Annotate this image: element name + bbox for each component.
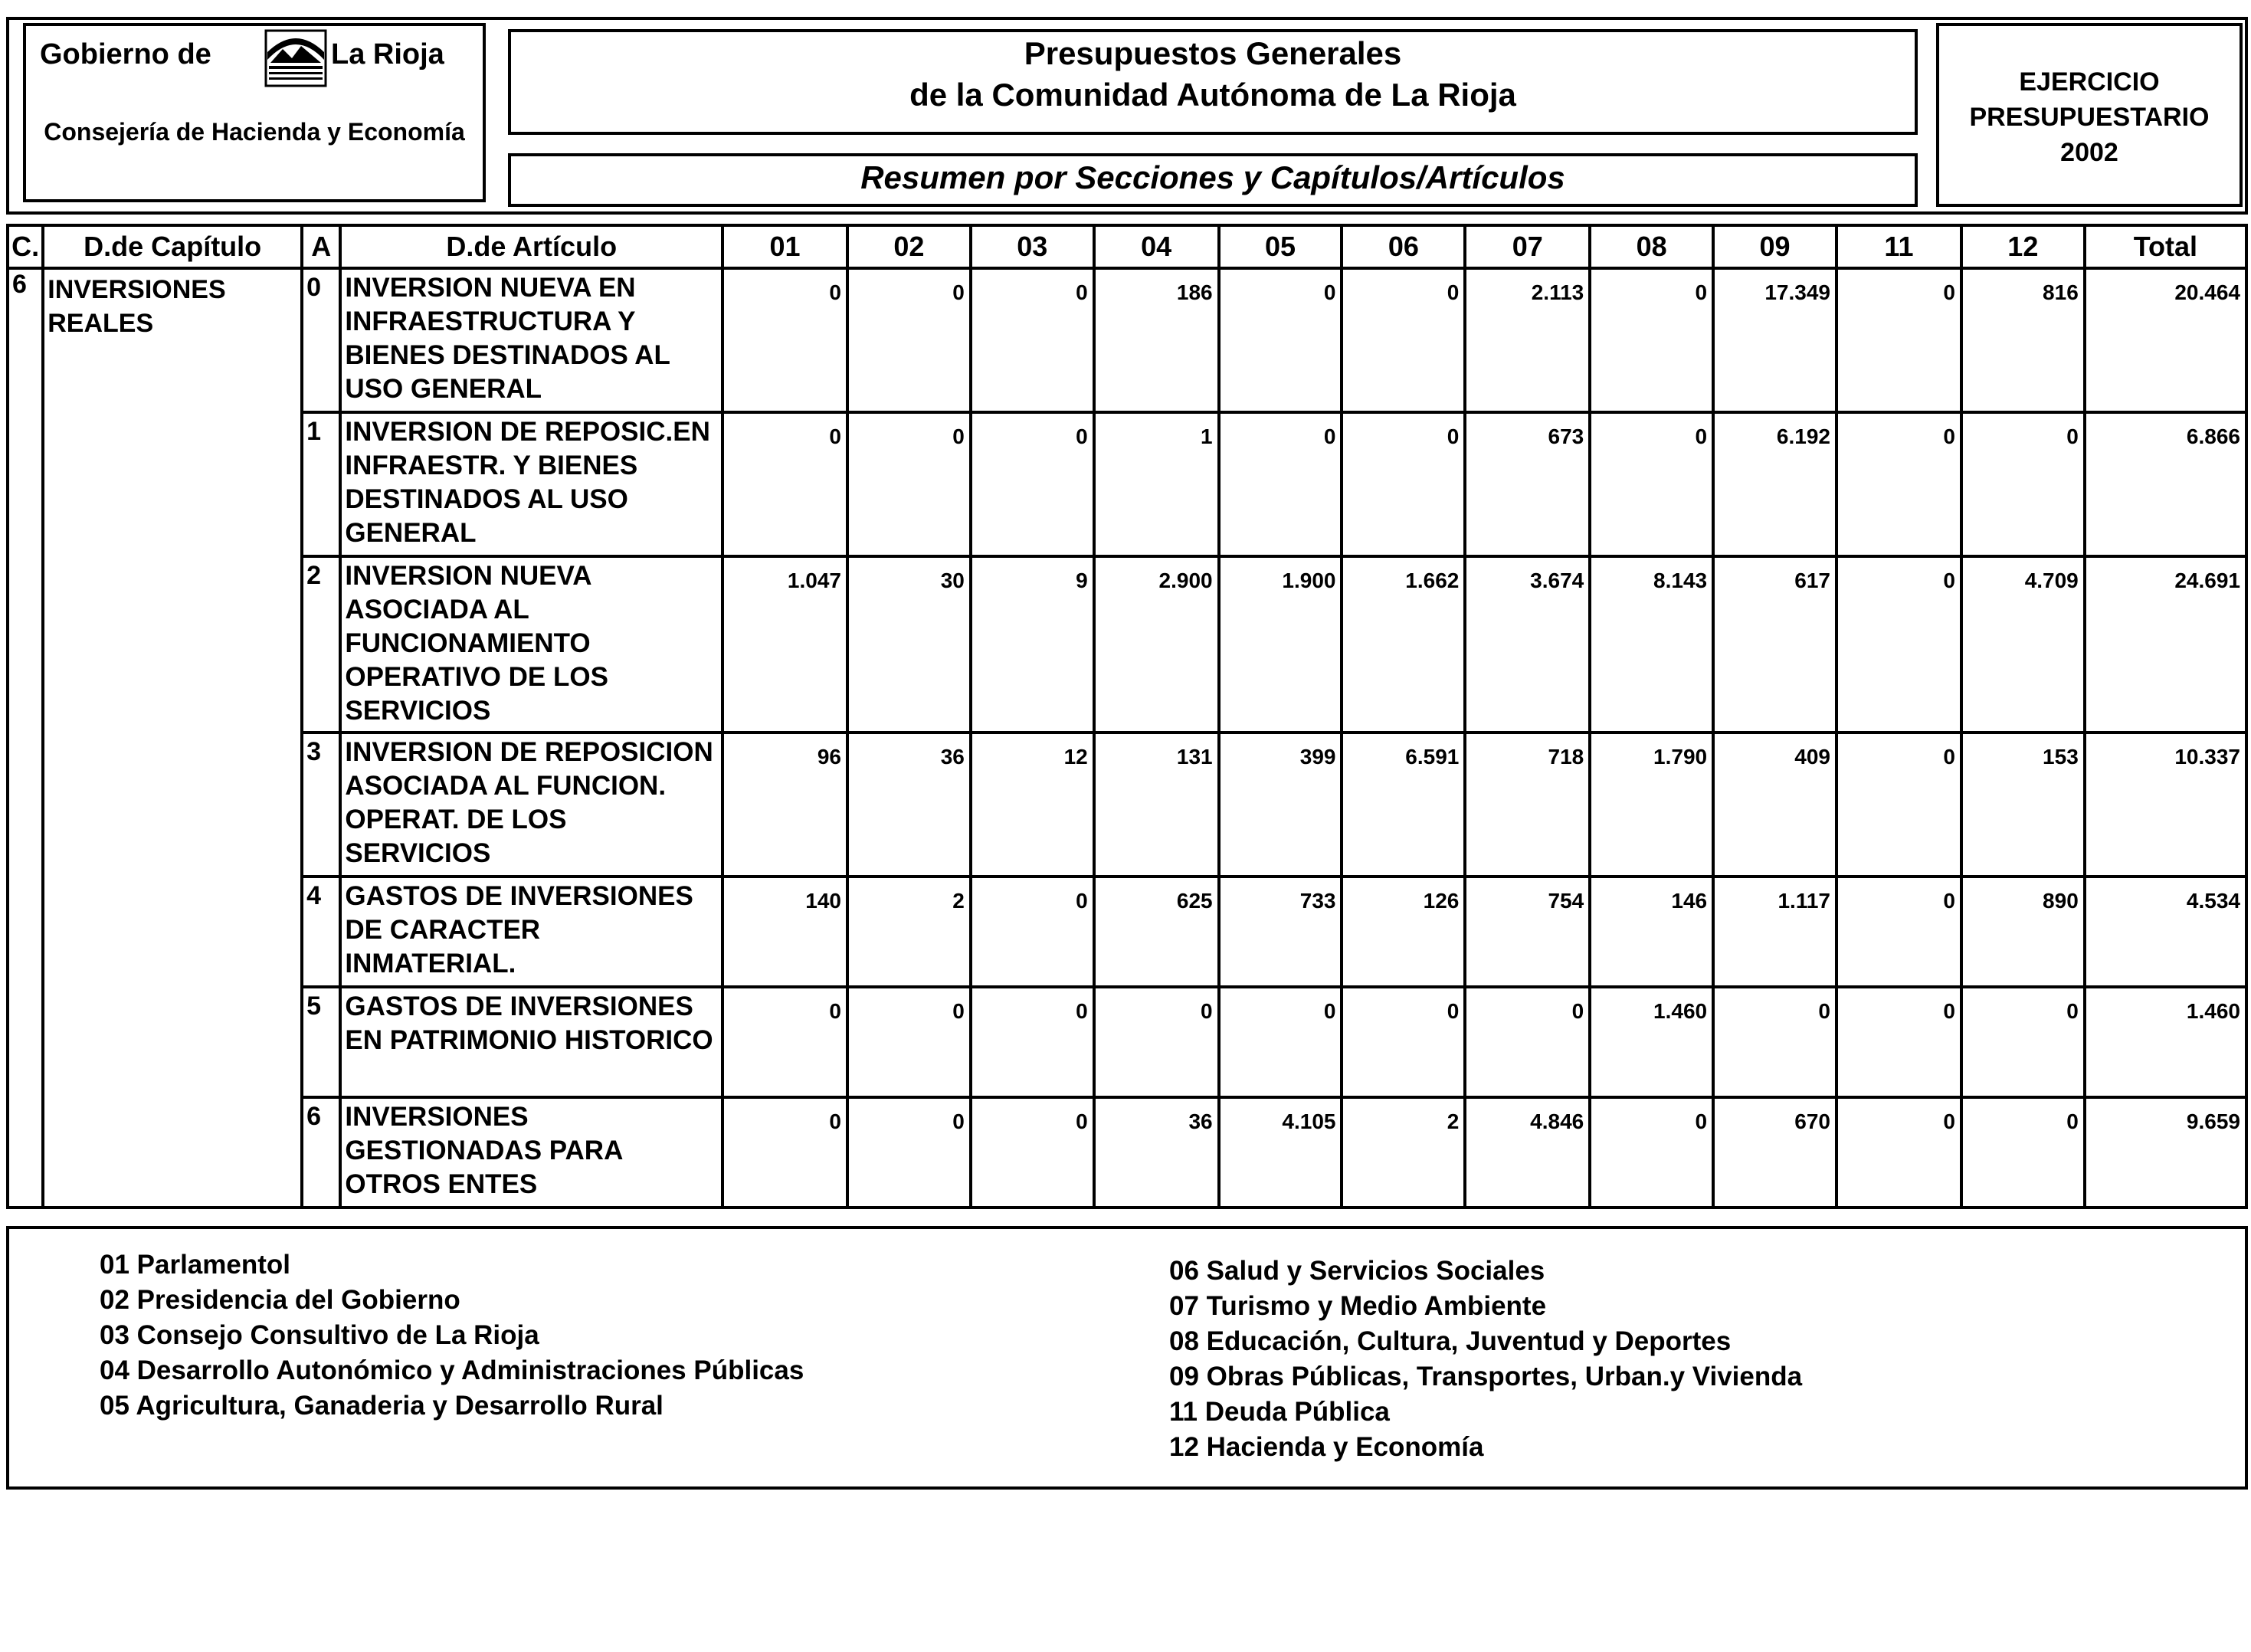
value-cell: 146 — [1590, 877, 1713, 987]
ejercicio-label — [1936, 64, 2243, 170]
col-header-06: 06 — [1342, 225, 1465, 268]
col-header-a: A — [302, 225, 340, 268]
col-header-capitulo: D.de Capítulo — [43, 225, 302, 268]
legend-item: 02 Presidencia del Gobierno — [100, 1285, 460, 1315]
page-title-line1: Presupuestos Generales — [1024, 35, 1402, 71]
articulo-name: INVERSION DE REPOSIC.EN INFRAESTR. Y BIENES DESTINADOS AL USO GENERAL — [340, 412, 722, 556]
articulo-code: 1 — [302, 412, 340, 556]
value-cell: 0 — [1961, 987, 2085, 1097]
table-row — [8, 268, 2246, 412]
value-cell: 30 — [847, 556, 971, 733]
value-cell: 1.900 — [1219, 556, 1342, 733]
articulo-name: INVERSION DE REPOSICION ASOCIADA AL FUNCION. OPERAT. DE LOS SERVICIOS — [340, 733, 722, 877]
value-cell: 670 — [1713, 1097, 1837, 1208]
capitulo-code: 6 — [8, 268, 43, 1208]
value-cell: 890 — [1961, 877, 2085, 987]
articulo-code: 4 — [302, 877, 340, 987]
value-cell: 0 — [1837, 412, 1961, 556]
value-cell: 0 — [971, 877, 1094, 987]
table-header-row — [8, 225, 2246, 268]
value-cell: 0 — [1837, 987, 1961, 1097]
value-cell: 1.047 — [722, 556, 847, 733]
value-cell: 0 — [1219, 412, 1342, 556]
value-cell: 0 — [847, 412, 971, 556]
legend-item: 04 Desarrollo Autonómico y Administraciones Públicas — [100, 1355, 804, 1385]
capitulo-name: INVERSIONES REALES — [43, 268, 302, 1208]
articulo-code: 5 — [302, 987, 340, 1097]
legend-item: 06 Salud y Servicios Sociales — [1169, 1256, 1545, 1286]
la-rioja-logo-icon — [264, 29, 327, 87]
value-cell: 140 — [722, 877, 847, 987]
value-cell: 816 — [1961, 268, 2085, 412]
col-header-c: C. — [8, 225, 43, 268]
ejercicio-line2: PRESUPUESTARIO — [1969, 103, 2210, 132]
total-cell: 9.659 — [2085, 1097, 2246, 1208]
value-cell: 36 — [847, 733, 971, 877]
col-header-08: 08 — [1590, 225, 1713, 268]
value-cell: 6.591 — [1342, 733, 1465, 877]
legend-left — [100, 1247, 804, 1424]
value-cell: 0 — [1590, 1097, 1713, 1208]
value-cell: 0 — [847, 268, 971, 412]
value-cell: 0 — [971, 268, 1094, 412]
value-cell: 0 — [1837, 1097, 1961, 1208]
value-cell: 409 — [1713, 733, 1837, 877]
value-cell: 1.790 — [1590, 733, 1713, 877]
articulo-code: 6 — [302, 1097, 340, 1208]
articulo-code: 0 — [302, 268, 340, 412]
value-cell: 6.192 — [1713, 412, 1837, 556]
legend-item: 12 Hacienda y Economía — [1169, 1432, 1484, 1462]
value-cell: 9 — [971, 556, 1094, 733]
legend-right — [1169, 1254, 1802, 1465]
value-cell: 2 — [847, 877, 971, 987]
value-cell: 0 — [1590, 268, 1713, 412]
value-cell: 186 — [1094, 268, 1219, 412]
col-header-11: 11 — [1837, 225, 1961, 268]
total-cell: 1.460 — [2085, 987, 2246, 1097]
col-header-03: 03 — [971, 225, 1094, 268]
col-header-total: Total — [2085, 225, 2246, 268]
total-cell: 4.534 — [2085, 877, 2246, 987]
col-header-02: 02 — [847, 225, 971, 268]
value-cell: 617 — [1713, 556, 1837, 733]
legend-item: 11 Deuda Pública — [1169, 1397, 1390, 1427]
value-cell: 4.709 — [1961, 556, 2085, 733]
value-cell: 0 — [1961, 412, 2085, 556]
col-header-01: 01 — [722, 225, 847, 268]
value-cell: 673 — [1465, 412, 1590, 556]
table-row — [8, 556, 2246, 733]
value-cell: 0 — [1094, 987, 1219, 1097]
col-header-07: 07 — [1465, 225, 1590, 268]
value-cell: 0 — [1837, 556, 1961, 733]
total-cell: 10.337 — [2085, 733, 2246, 877]
value-cell: 0 — [847, 987, 971, 1097]
value-cell: 0 — [1837, 733, 1961, 877]
value-cell: 0 — [1342, 268, 1465, 412]
value-cell: 754 — [1465, 877, 1590, 987]
value-cell: 0 — [722, 1097, 847, 1208]
value-cell: 3.674 — [1465, 556, 1590, 733]
page-subtitle: Resumen por Secciones y Capítulos/Artículos — [860, 159, 1565, 195]
value-cell: 153 — [1961, 733, 2085, 877]
value-cell: 126 — [1342, 877, 1465, 987]
value-cell: 0 — [1219, 268, 1342, 412]
articulo-name: INVERSIONES GESTIONADAS PARA OTROS ENTES — [340, 1097, 722, 1208]
articulo-code: 3 — [302, 733, 340, 877]
legend-item: 03 Consejo Consultivo de La Rioja — [100, 1320, 539, 1350]
value-cell: 2.900 — [1094, 556, 1219, 733]
table-row — [8, 877, 2246, 987]
value-cell: 625 — [1094, 877, 1219, 987]
total-cell: 20.464 — [2085, 268, 2246, 412]
table-row — [8, 733, 2246, 877]
articulo-name: GASTOS DE INVERSIONES DE CARACTER INMATERIAL. — [340, 877, 722, 987]
value-cell: 0 — [1219, 987, 1342, 1097]
value-cell: 4.846 — [1465, 1097, 1590, 1208]
value-cell: 8.143 — [1590, 556, 1713, 733]
value-cell: 733 — [1219, 877, 1342, 987]
value-cell: 0 — [847, 1097, 971, 1208]
articulo-name: INVERSION NUEVA ASOCIADA AL FUNCIONAMIENTO OPERATIVO DE LOS SERVICIOS — [340, 556, 722, 733]
value-cell: 2 — [1342, 1097, 1465, 1208]
table-row — [8, 412, 2246, 556]
ejercicio-year: 2002 — [2060, 138, 2118, 167]
value-cell: 0 — [1465, 987, 1590, 1097]
articulo-name: GASTOS DE INVERSIONES EN PATRIMONIO HISTORICO — [340, 987, 722, 1097]
total-cell: 24.691 — [2085, 556, 2246, 733]
value-cell: 0 — [971, 412, 1094, 556]
value-cell: 0 — [971, 1097, 1094, 1208]
col-header-12: 12 — [1961, 225, 2085, 268]
gov-prefix: Gobierno de — [40, 38, 211, 70]
value-cell: 1.662 — [1342, 556, 1465, 733]
legend-item: 07 Turismo y Medio Ambiente — [1169, 1291, 1547, 1321]
total-cell: 6.866 — [2085, 412, 2246, 556]
value-cell: 0 — [1342, 987, 1465, 1097]
value-cell: 0 — [722, 987, 847, 1097]
page-title-line2: de la Comunidad Autónoma de La Rioja — [909, 77, 1516, 113]
value-cell: 399 — [1219, 733, 1342, 877]
gov-region: La Rioja — [331, 38, 444, 70]
ejercicio-line1: EJERCICIO — [2019, 67, 2160, 97]
value-cell: 12 — [971, 733, 1094, 877]
value-cell: 1.460 — [1590, 987, 1713, 1097]
legend-item: 01 Parlamentol — [100, 1250, 290, 1280]
value-cell: 0 — [1837, 268, 1961, 412]
value-cell: 718 — [1465, 733, 1590, 877]
value-cell: 96 — [722, 733, 847, 877]
value-cell: 0 — [722, 412, 847, 556]
value-cell: 0 — [1837, 877, 1961, 987]
budget-table — [6, 224, 2248, 1209]
value-cell: 131 — [1094, 733, 1219, 877]
value-cell: 0 — [1342, 412, 1465, 556]
value-cell: 0 — [971, 987, 1094, 1097]
table-row — [8, 987, 2246, 1097]
value-cell: 2.113 — [1465, 268, 1590, 412]
col-header-articulo: D.de Artículo — [340, 225, 722, 268]
legend-item: 05 Agricultura, Ganaderia y Desarrollo Rural — [100, 1391, 664, 1421]
col-header-09: 09 — [1713, 225, 1837, 268]
value-cell: 1 — [1094, 412, 1219, 556]
value-cell: 4.105 — [1219, 1097, 1342, 1208]
value-cell: 17.349 — [1713, 268, 1837, 412]
value-cell: 1.117 — [1713, 877, 1837, 987]
articulo-code: 2 — [302, 556, 340, 733]
col-header-04: 04 — [1094, 225, 1219, 268]
articulo-name: INVERSION NUEVA EN INFRAESTRUCTURA Y BIENES DESTINADOS AL USO GENERAL — [340, 268, 722, 412]
col-header-05: 05 — [1219, 225, 1342, 268]
legend-item: 08 Educación, Cultura, Juventud y Deportes — [1169, 1326, 1732, 1356]
legend-item: 09 Obras Públicas, Transportes, Urban.y Vivienda — [1169, 1362, 1803, 1391]
value-cell: 0 — [1713, 987, 1837, 1097]
value-cell: 0 — [1961, 1097, 2085, 1208]
consejeria-label: Consejería de Hacienda y Economía — [44, 118, 465, 146]
value-cell: 36 — [1094, 1097, 1219, 1208]
value-cell: 0 — [1590, 412, 1713, 556]
value-cell: 0 — [722, 268, 847, 412]
table-row — [8, 1097, 2246, 1208]
